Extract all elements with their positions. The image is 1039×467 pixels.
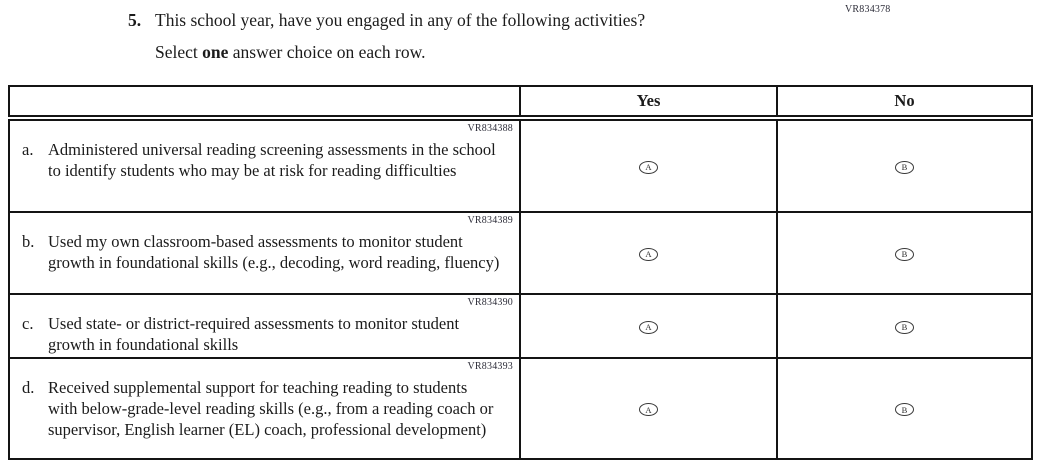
no-cell-c: [777, 294, 1032, 358]
instruction-prefix: Select: [155, 42, 203, 62]
option-letter-b: B: [901, 162, 908, 172]
table-row-d: [9, 358, 1032, 459]
row-a-no-option[interactable]: [895, 161, 914, 174]
row-b-no-option[interactable]: [895, 248, 914, 261]
row-text-b: Used my own classroom-based assessments to monitor student growth in foundational skills (e.g., decoding, word reading, fluency): [48, 232, 500, 272]
question-instruction: [155, 41, 645, 63]
item-cell-c: [9, 294, 520, 358]
table-row-b: [9, 212, 1032, 294]
item-cell-b: [9, 212, 520, 294]
table-row-a: [9, 118, 1032, 212]
row-b-yes-option[interactable]: [639, 248, 658, 261]
option-letter-a: A: [645, 322, 652, 332]
option-letter-b: B: [901, 404, 908, 415]
question-text: This school year, have you engaged in any of the following activities?: [155, 10, 646, 30]
item-cell-d: [9, 358, 520, 459]
instruction-bold-word: one: [202, 42, 229, 62]
yes-cell-a: [520, 118, 777, 212]
row-letter-a: a.: [22, 140, 34, 159]
row-code-b: VR834389: [467, 215, 513, 226]
column-header-stub: [9, 86, 520, 118]
row-text-a: Administered universal reading screening assessments in the school to identify students who may be at risk for reading difficulties: [48, 140, 496, 180]
header-row: [9, 86, 1032, 118]
row-code-d: VR834393: [467, 361, 513, 372]
option-letter-b: B: [901, 322, 908, 332]
yes-cell-c: [520, 294, 777, 358]
row-code-a: VR834388: [467, 123, 513, 134]
row-text-c: Used state- or district-required assessments to monitor student growth in foundational skills: [48, 314, 460, 354]
option-letter-a: A: [645, 162, 652, 172]
question-number: 5.: [128, 10, 142, 30]
item-c: [22, 313, 511, 355]
item-a: [22, 139, 511, 181]
option-letter-a: A: [645, 404, 652, 415]
instruction-suffix: answer choice on each row.: [228, 42, 426, 62]
row-letter-d: d.: [22, 378, 35, 397]
row-a-yes-option[interactable]: [639, 161, 658, 174]
item-cell-a: [9, 118, 520, 212]
column-header-no: No: [777, 86, 1032, 118]
no-cell-b: [777, 212, 1032, 294]
table-row-c: [9, 294, 1032, 358]
row-code-c: VR834390: [467, 297, 513, 308]
question-block: [128, 9, 645, 63]
yes-cell-b: [520, 212, 777, 294]
item-d: [22, 377, 511, 440]
row-c-yes-option[interactable]: [639, 321, 658, 334]
yes-cell-d: [520, 358, 777, 459]
row-d-no-option[interactable]: [895, 403, 914, 416]
row-letter-b: b.: [22, 232, 35, 251]
form-code: VR834378: [845, 4, 891, 15]
option-letter-a: A: [645, 249, 652, 259]
row-c-no-option[interactable]: [895, 321, 914, 334]
row-letter-c: c.: [22, 314, 34, 333]
row-d-yes-option[interactable]: [639, 403, 658, 416]
column-header-yes: Yes: [520, 86, 777, 118]
option-letter-b: B: [901, 249, 908, 259]
row-text-d: Received supplemental support for teaching reading to students with below-grade-level reading skills (e.g., from a reading coach or supervisor, English learner (EL) coach, professional development): [48, 378, 494, 439]
question-line: [128, 9, 645, 31]
no-cell-d: [777, 358, 1032, 459]
item-b: [22, 231, 511, 273]
response-grid: [8, 85, 1033, 460]
no-cell-a: [777, 118, 1032, 212]
